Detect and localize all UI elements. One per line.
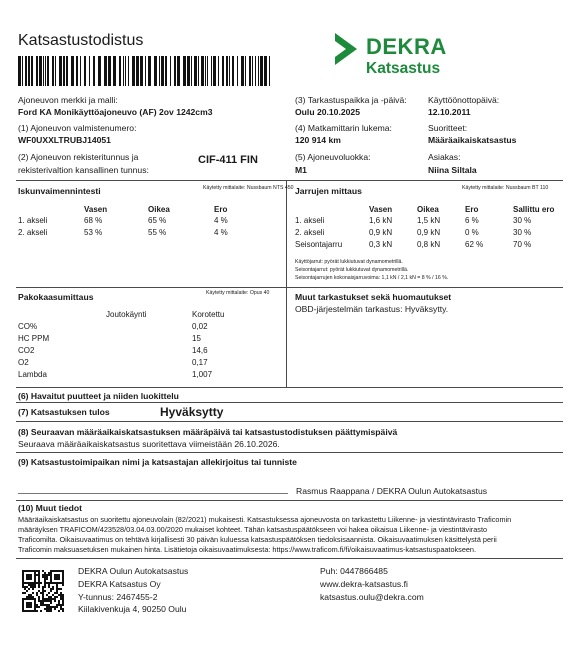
section-10-line: määräyksen TRAFICOM/423528/03.04.03.00/2020 mukaiset kohteet. Tähän katsastuspäätökseen voi hakea oikaisua Liikenne- ja viestintävirasto <box>18 525 488 534</box>
shock-table <box>18 201 278 241</box>
dekra-wordmark: DEKRA <box>366 34 447 59</box>
section-10-line: Traficomin maksuasetuksen mukainen hinta. Lisätietoja oikaisuvaatimuksesta: https://www.traficom.fi/fi/oikaisuvaatimus-katsastuspaatokseen. <box>18 545 477 554</box>
exhaust-cell: 0,02 <box>192 322 208 331</box>
brakes-table <box>295 201 565 253</box>
divider <box>16 180 563 181</box>
shock-cell: 4 % <box>214 216 228 225</box>
page-title: Katsastustodistus <box>18 32 144 49</box>
shock-cell: 55 % <box>148 228 167 237</box>
brakes-cell: 30 % <box>513 228 532 237</box>
exhaust-row-label: CO% <box>18 322 38 331</box>
qr-code <box>22 570 64 612</box>
section-8-title: (8) Seuraavan määräaikaiskatsastuksen määräpäivä tai katsastustodistuksen päättymispäivä <box>18 427 398 437</box>
brakes-col-ero: Ero <box>465 205 479 214</box>
brakes-col-vasen: Vasen <box>369 205 393 214</box>
odo-label: (4) Matkamittarin lukema: <box>295 123 392 133</box>
signature-line <box>18 493 288 494</box>
divider <box>16 452 563 453</box>
footer-company-line: DEKRA Katsastus Oy <box>78 579 161 589</box>
divider <box>16 387 563 388</box>
dekra-logo <box>332 33 462 81</box>
shock-col-vasen: Vasen <box>84 205 108 214</box>
odo-value: 120 914 km <box>295 135 341 145</box>
divider <box>16 287 563 288</box>
exhaust-row-label: HC PPM <box>18 334 50 343</box>
inspection-result: Hyväksytty <box>160 405 224 419</box>
performer-label: Suoritteet: <box>428 123 468 133</box>
exhaust-cell: 1,007 <box>192 370 213 379</box>
brakes-note: Seisontajarrut: pyörät lukkiutuvat dynamometrillä. <box>295 267 409 273</box>
divider <box>16 421 563 422</box>
brakes-col-oikea: Oikea <box>417 205 439 214</box>
divider <box>16 558 563 559</box>
signer-name: Rasmus Raappana / DEKRA Oulun Autokatsastus <box>296 486 488 496</box>
brakes-row-label: 1. akseli <box>295 216 325 225</box>
section-10-line: Määräaikaiskatsastus on suoritettu ajoneuvolain (82/2021) mukaisesti. Katsastuksessa ajoneuvosta on tarkastettu Liikenne- ja viestintävirasto Traficomin <box>18 515 512 524</box>
footer-company-line: DEKRA Oulun Autokatsastus <box>78 566 189 576</box>
footer-website-link[interactable]: www.dekra-katsastus.fi <box>320 579 408 589</box>
place-value: Oulu 20.10.2025 <box>295 107 360 117</box>
intro-value: 12.10.2011 <box>428 107 471 117</box>
make-label: Ajoneuvon merkki ja malli: <box>18 95 118 105</box>
brakes-cell: 62 % <box>465 240 484 249</box>
shock-cell: 4 % <box>214 228 228 237</box>
brakes-cell: 0 % <box>465 228 479 237</box>
class-value: M1 <box>295 165 307 175</box>
exhaust-col-high: Korotettu <box>192 310 225 319</box>
intro-label: Käyttöönottopäivä: <box>428 95 500 105</box>
shock-cell: 68 % <box>84 216 103 225</box>
brakes-title: Jarrujen mittaus <box>295 186 362 196</box>
brakes-cell: 6 % <box>465 216 479 225</box>
vin-value: WF0UXXLTRUBJ14051 <box>18 135 111 145</box>
exhaust-col-idle: Joutokäynti <box>106 310 147 319</box>
dekra-logo-icon <box>332 33 360 65</box>
place-label: (3) Tarkastuspaikka ja -päivä: <box>295 95 407 105</box>
brakes-row-label: 2. akseli <box>295 228 325 237</box>
divider <box>16 402 563 403</box>
exhaust-cell: 0,17 <box>192 358 208 367</box>
other-text: OBD-järjestelmän tarkastus: Hyväksytty. <box>295 304 449 314</box>
class-label: (5) Ajoneuvoluokka: <box>295 152 371 162</box>
brakes-col-allowed: Sallittu ero <box>513 205 555 214</box>
make-value: Ford KA Monikäyttöajoneuvo (AF) 2ov 1242cm3 <box>18 107 213 117</box>
brakes-cell: 70 % <box>513 240 532 249</box>
exhaust-cell: 15 <box>192 334 201 343</box>
footer-phone: Puh: 0447866485 <box>320 566 388 576</box>
footer-company-line: Y-tunnus: 2467455-2 <box>78 592 158 602</box>
section-10-line: Traficomilta. Oikaisuvaatimus on tehtävä kirjallisesti 30 päivän kuluessa katsastuspäätöksen tiedoksisaannista. Oikaisuvaatimuksen käsittelystä perii <box>18 535 497 544</box>
vin-label: (1) Ajoneuvon valmistenumero: <box>18 123 137 133</box>
brakes-cell: 0,8 kN <box>417 240 441 249</box>
brakes-note: Käyttöjarrut: pyörät lukkiutuvat dynamometrillä. <box>295 259 403 265</box>
shock-device: Käytetty mittalaite: Nussbaum NTS 450 <box>203 185 294 191</box>
brakes-device: Käytetty mittalaite: Nussbaum BT 110 <box>462 185 549 191</box>
brakes-cell: 0,3 kN <box>369 240 393 249</box>
brakes-cell: 30 % <box>513 216 532 225</box>
brakes-cell: 0,9 kN <box>369 228 393 237</box>
section-7-title: (7) Katsastuksen tulos <box>18 407 110 417</box>
brakes-cell: 0,9 kN <box>417 228 441 237</box>
section-9-title: (9) Katsastustoimipaikan nimi ja katsastajan allekirjoitus tai tunniste <box>18 457 297 467</box>
exhaust-table <box>18 308 278 384</box>
barcode <box>18 56 272 86</box>
brakes-cell: 1,5 kN <box>417 216 441 225</box>
shock-cell: 65 % <box>148 216 167 225</box>
shock-cell: 53 % <box>84 228 103 237</box>
section-8-text: Seuraava määräaikaiskatsastus suoritettava viimeistään 26.10.2026. <box>18 439 280 449</box>
customer-value: Niina Siltala <box>428 165 477 175</box>
exhaust-row-label: CO2 <box>18 346 35 355</box>
shock-row-label: 1. akseli <box>18 216 48 225</box>
other-title: Muut tarkastukset sekä huomautukset <box>295 292 452 302</box>
reg-value: CIF-411 FIN <box>198 154 258 166</box>
footer-email-link[interactable]: katsastus.oulu@dekra.com <box>320 592 424 602</box>
dekra-subtitle: Katsastus <box>366 60 441 77</box>
divider <box>16 500 563 501</box>
brakes-note: Seisontajarrujen kokonaisjarruvoima: 1,1 kN / 2,1 kN = 8 % / 16 %. <box>295 275 449 281</box>
section-6-title: (6) Havaitut puutteet ja niiden luokittelu <box>18 391 179 401</box>
shock-row-label: 2. akseli <box>18 228 48 237</box>
exhaust-row-label: Lambda <box>18 370 47 379</box>
shock-title: Iskunvaimennintesti <box>18 186 101 196</box>
performer-value: Määräaikaiskatsastus <box>428 135 517 145</box>
brakes-cell: 1,6 kN <box>369 216 393 225</box>
exhaust-title: Pakokaasumittaus <box>18 292 94 302</box>
customer-label: Asiakas: <box>428 152 461 162</box>
divider <box>286 180 287 387</box>
footer-company-line: Kiilakivenkuja 4, 90250 Oulu <box>78 604 187 614</box>
reg-label-1: (2) Ajoneuvon rekisteritunnus ja <box>18 152 139 162</box>
exhaust-row-label: O2 <box>18 358 29 367</box>
shock-col-ero: Ero <box>214 205 228 214</box>
exhaust-cell: 14,6 <box>192 346 208 355</box>
brakes-row-label: Seisontajarru <box>295 240 343 249</box>
shock-col-oikea: Oikea <box>148 205 170 214</box>
section-10-title: (10) Muut tiedot <box>18 503 82 513</box>
reg-label-2: rekisterivaltion kansallinen tunnus: <box>18 165 149 175</box>
exhaust-device: Käytetty mittalaite: Opus 40 <box>206 290 270 296</box>
